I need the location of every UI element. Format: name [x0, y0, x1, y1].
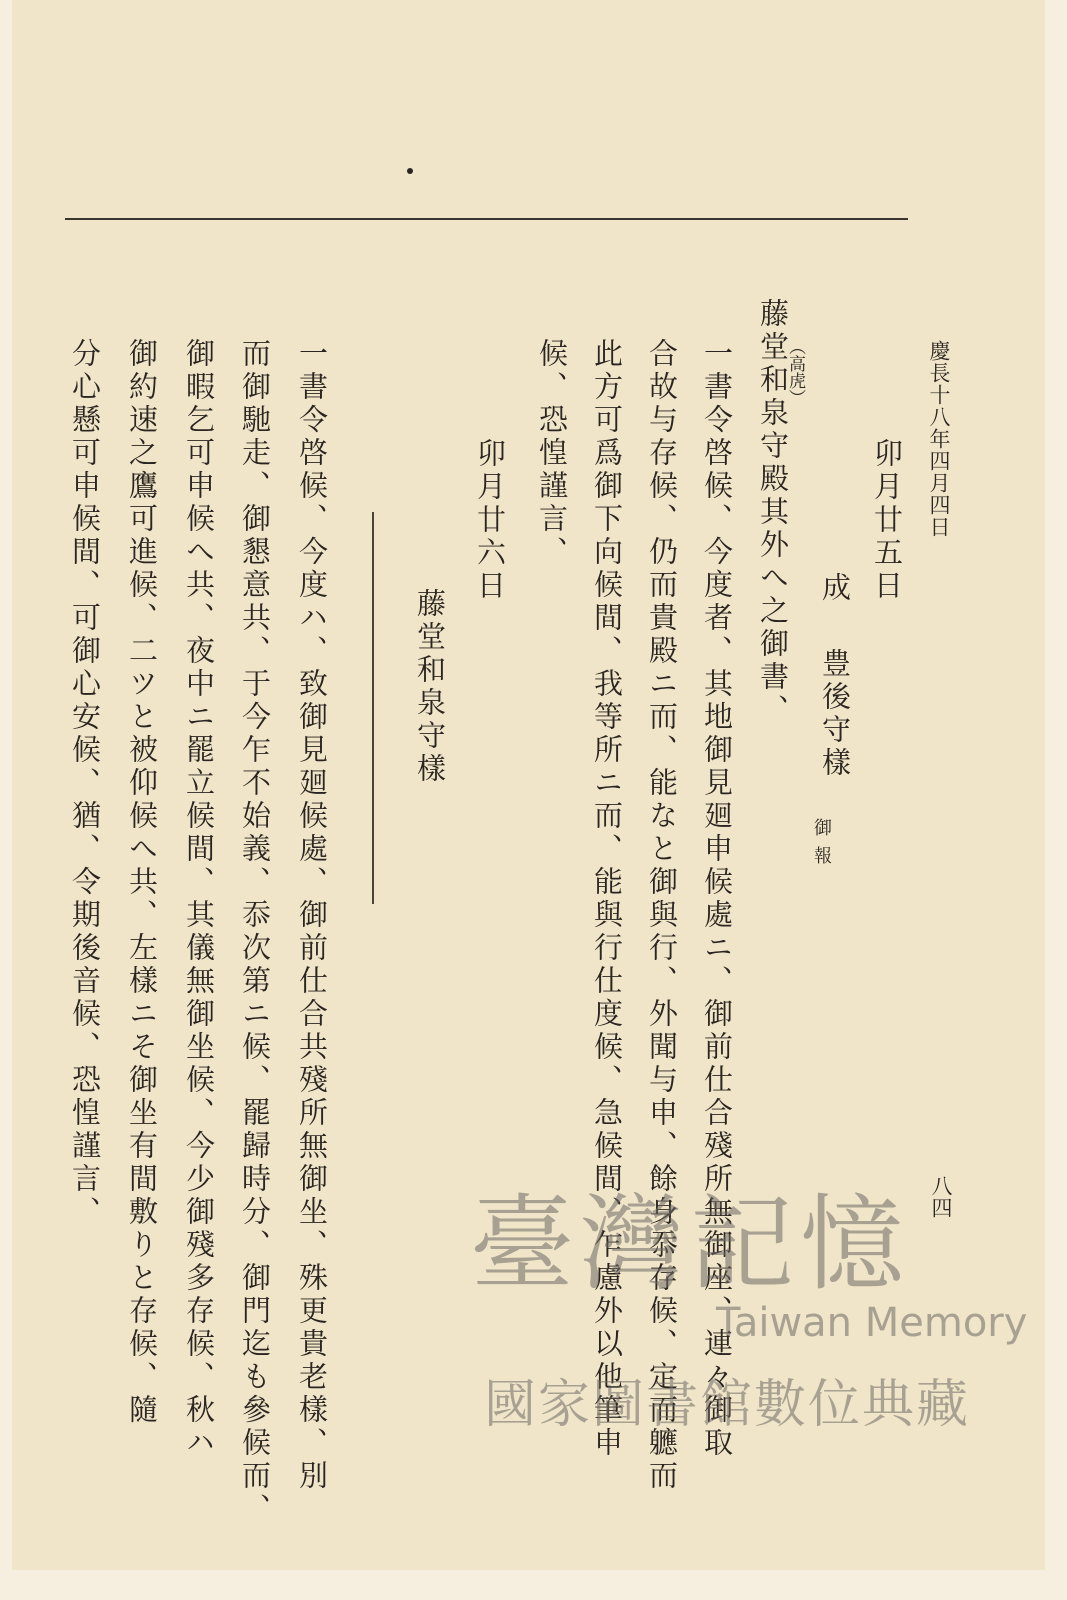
letter2-line-4: 候、恐惶謹言、 [535, 338, 569, 569]
page-number: 八四 [929, 1175, 953, 1219]
letter3-line-5: 分心懸可申候間、可御心安候、猶、令期後音候、恐惶謹言、 [68, 338, 102, 1229]
letter3-line-2: 而御馳走、御懇意共、于今乍不始義、忝次第ニ候、罷歸時分、御門迄も參候而、 [238, 338, 272, 1526]
letter3-line-1: 一書令啓候、今度ハ、致御見廻候處、御前仕合共殘所無御坐、殊更貴老樣、別 [295, 338, 329, 1493]
letter2-heading: 藤堂和泉守殿其外へ之御書、 [756, 298, 790, 727]
vertical-divider [372, 512, 374, 904]
letter2-date: 卯月廿六日 [473, 438, 507, 603]
watermark-title: 臺灣記憶 [470, 1183, 911, 1305]
letter2-line-2: 合故与存候、仍而貴殿ニ而、能なと御與行、外聞与申、餘身忝存候、定而軈而 [645, 338, 679, 1493]
scan-margin-right [1045, 0, 1067, 1600]
ink-dot [407, 168, 413, 174]
horizontal-rule [65, 218, 908, 220]
letter1-date: 卯月廿五日 [870, 438, 904, 603]
letter2-heading-note: （高虎） [785, 338, 805, 406]
letter3-line-3: 御暇乞可申候へ共、夜中ニ罷立候間、其儀無御坐候、今少御殘多存候、秋ハ [182, 338, 216, 1460]
letter2-addressee: 藤堂和泉守樣 [413, 588, 447, 786]
running-title: 慶長十八年四月四日 [927, 340, 951, 538]
watermark-subtitle: 國家圖書館數位典藏 [484, 1375, 971, 1435]
watermark-english: Taiwan Memory [716, 1300, 1028, 1346]
letter1-recipient: 豊後守樣 [818, 648, 852, 780]
letter1-recipient-note: 御報 [811, 818, 832, 874]
letter1-signature: 成 [818, 572, 852, 605]
scan-margin-left [0, 0, 12, 1600]
letter2-line-1: 一書令啓候、今度者、其地御見廻申候處ニ、御前仕合殘所無御座、連々御取 [700, 338, 734, 1460]
scan-margin-bottom [0, 1570, 1067, 1600]
letter3-line-4: 御約速之鷹可進候、二ツと被仰候へ共、左樣ニそ御坐有間敷りと存候、隨 [125, 338, 159, 1427]
letter2-line-3: 此方可爲御下向候間、我等所ニ而、能與行仕度候、急候間、乍慮外以他筆申 [590, 338, 624, 1460]
